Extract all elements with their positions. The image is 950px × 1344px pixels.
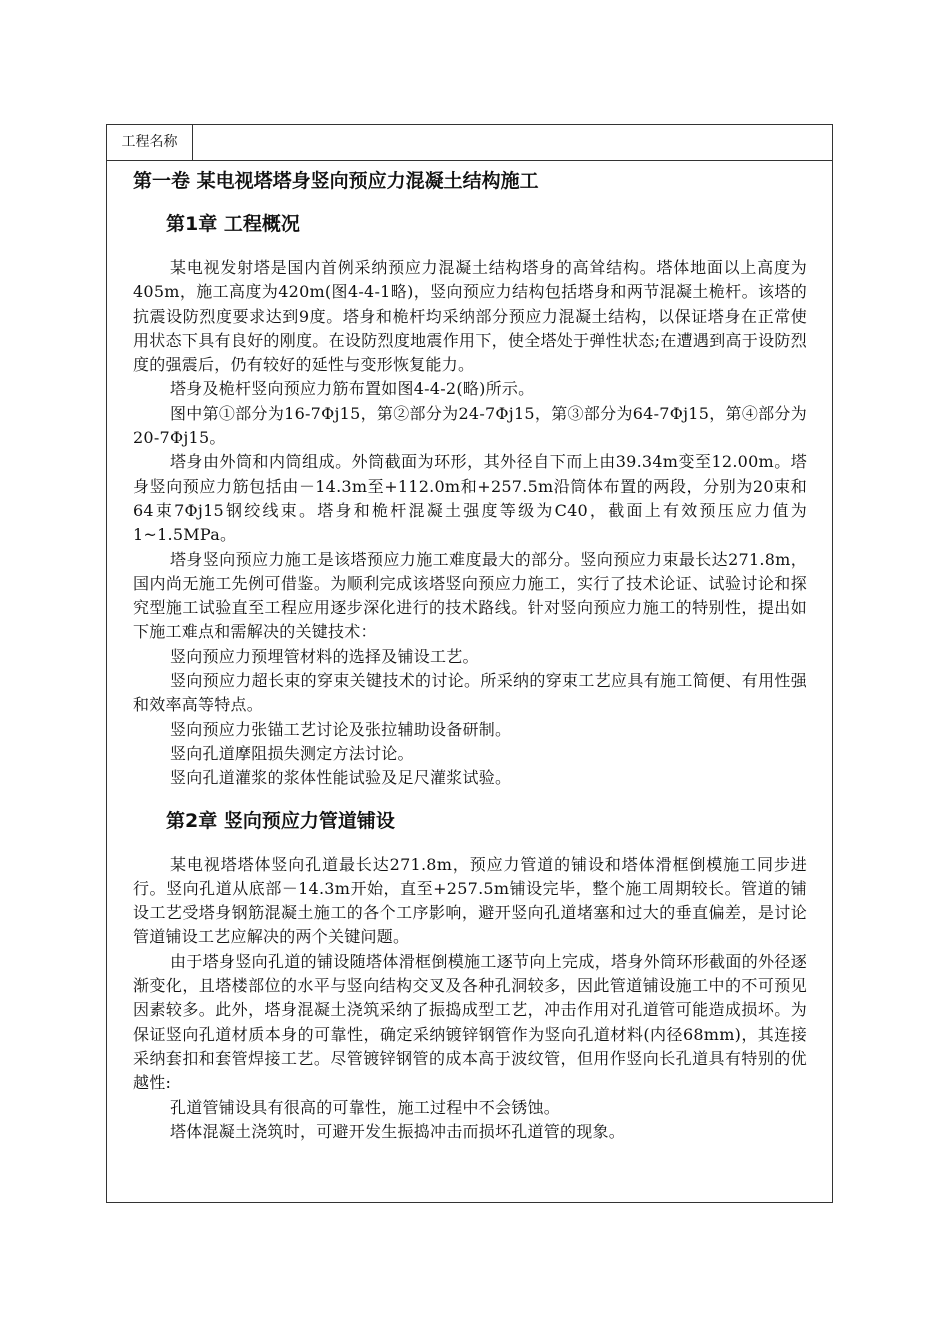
project-name-value xyxy=(194,125,832,160)
chapter-1-title: 第1章 工程概况 xyxy=(166,213,300,235)
paragraph: 塔身由外筒和内筒组成。外筒截面为环形，其外径自下而上由39.34m变至12.00m。塔身竖向预应力筋包括由－14.3m至+112.0m和+257.5m沿筒体布置的两段，分别为20束和64束7Φj15钢绞线束。塔身和桅杆混凝土强度等级为C40，截面上有效预压应力值为1~1.5MPa。 xyxy=(133,452,807,545)
project-name-row xyxy=(107,125,832,161)
volume-title: 第一卷 某电视塔塔身竖向预应力混凝土结构施工 xyxy=(133,170,539,192)
chapter-2-title: 第2章 竖向预应力管道铺设 xyxy=(166,809,395,832)
list-item: 竖向孔道摩阻损失测定方法讨论。 xyxy=(170,743,414,763)
paragraph: 某电视发射塔是国内首例采纳预应力混凝土结构塔身的高耸结构。塔体地面以上高度为405m，施工高度为420m(图4-4-1略)，竖向预应力结构包括塔身和两节混凝土桅杆。该塔的抗震设防烈度要求达到9度。塔身和桅杆均采纳部分预应力混凝土结构，以保证塔身在正常使用状态下具有良好的刚度。在设防烈度地震作用下，使全塔处于弹性状态;在遭遇到高于设防烈度的强震后，仍有较好的延性与变形恢复能力。 xyxy=(133,258,807,375)
list-item: 竖向预应力预埋管材料的选择及铺设工艺。 xyxy=(170,646,479,666)
paragraph: 塔身竖向预应力施工是该塔预应力施工难度最大的部分。竖向预应力束最长达271.8m，国内尚无施工先例可借鉴。为顺利完成该塔竖向预应力施工，实行了技术论证、试验讨论和探究型施工试验直至工程应用逐步深化进行的技术路线。针对竖向预应力施工的特别性，提出如下施工难点和需解决的关键技术： xyxy=(133,549,807,642)
project-name-label: 工程名称 xyxy=(107,125,193,160)
list-item: 竖向预应力超长束的穿束关键技术的讨论。所采纳的穿束工艺应具有施工简便、有用性强和效率高等特点。 xyxy=(133,671,807,715)
list-item: 孔道管铺设具有很高的可靠性，施工过程中不会锈蚀。 xyxy=(170,1097,561,1117)
list-item: 竖向孔道灌浆的浆体性能试验及足尺灌浆试验。 xyxy=(170,768,512,788)
list-item: 塔体混凝土浇筑时，可避开发生振捣冲击而损坏孔道管的现象。 xyxy=(170,1121,626,1141)
document-body xyxy=(133,161,807,1144)
paragraph: 塔身及桅杆竖向预应力筋布置如图4-4-2(略)所示。 xyxy=(170,379,535,399)
paragraph: 图中第①部分为16-7Φj15，第②部分为24-7Φj15，第③部分为64-7Φj15，第④部分为20-7Φj15。 xyxy=(133,403,807,448)
list-item: 竖向预应力张锚工艺讨论及张拉辅助设备研制。 xyxy=(170,719,512,739)
paragraph: 由于塔身竖向孔道的铺设随塔体滑框倒模施工逐节向上完成，塔身外筒环形截面的外径逐渐变化，且塔楼部位的水平与竖向结构交叉及各种孔洞较多，因此管道铺设施工中的不可预见因素较多。此外，塔身混凝土浇筑采纳了振捣成型工艺，冲击作用对孔道管可能造成损坏。为保证竖向孔道材质本身的可靠性，确定采纳镀锌钢管作为竖向孔道材料(内径68mm)，其连接采纳套扣和套管焊接工艺。尽管镀锌钢管的成本高于波纹管，但用作竖向长孔道具有特别的优越性: xyxy=(133,951,807,1093)
document-table xyxy=(106,124,833,1203)
paragraph: 某电视塔塔体竖向孔道最长达271.8m，预应力管道的铺设和塔体滑框倒模施工同步进行。竖向孔道从底部－14.3m开始，直至+257.5m铺设完毕，整个施工周期较长。管道的铺设工艺受塔身钢筋混凝土施工的各个工序影响，避开竖向孔道堵塞和过大的垂直偏差，是讨论管道铺设工艺应解决的两个关键问题。 xyxy=(133,854,807,947)
